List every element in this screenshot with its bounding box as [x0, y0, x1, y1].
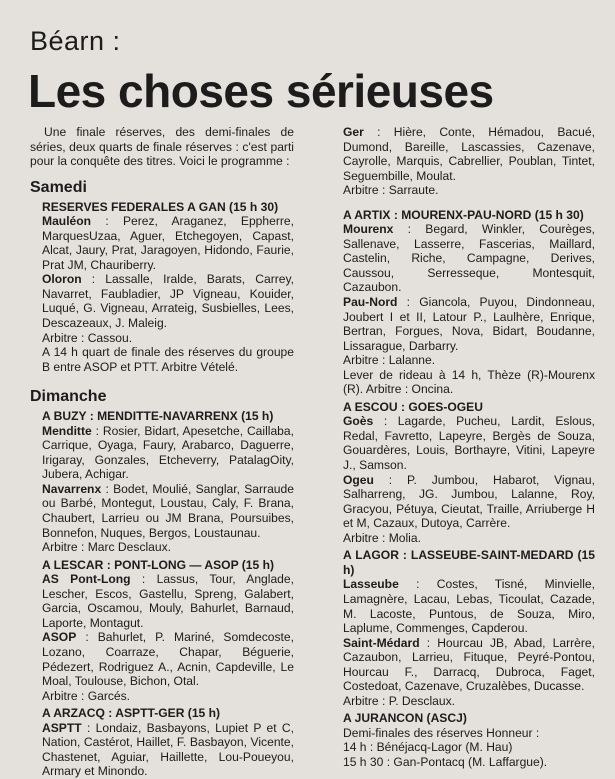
match-title: A LESCAR : PONT-LONG — ASOP (15 h)	[42, 557, 275, 572]
team-lineup	[331, 636, 595, 694]
day-heading-saturday: Samedi	[30, 178, 87, 196]
team-name: Mourenx	[343, 222, 394, 237]
team-lineup	[30, 572, 294, 630]
team-players: : Costes, Tisné, Minvielle, Lamagnère, Lacau, Lebas, Ticoulat, Cazade, M. Lacoste, Puntous, de Souza, Miro, Laplume, Commenges, Capderou.	[343, 577, 595, 636]
team-name: Ger	[343, 125, 364, 139]
team-lineup	[30, 721, 294, 779]
team-players: : Perez, Araganez, Eppherre, MarquesUzaa, Aguer, Etchegoyen, Capast, Alcat, Jaury, Prat, Jaragoyen, Hidondo, Faurie, Prat JM, Chauriberry.	[42, 214, 294, 272]
team-name: AS Pont-Long	[42, 572, 131, 587]
referee-line: Arbitre : Lalanne.	[343, 353, 436, 368]
team-players: : P. Jumbou, Habarot, Vignau, Salharreng, JG. Jumbou, Lalanne, Roy, Gracyou, Pétuya, Cieutat, Traille, Arriuberge H et M, Cazaux, Dutoya, Carrère.	[343, 472, 595, 531]
schedule-line: 14 h : Bénéjacq-Lagor (M. Hau)	[343, 740, 513, 755]
team-lineup	[331, 222, 595, 295]
referee-line: Arbitre : Marc Desclaux.	[42, 540, 172, 555]
day-heading-sunday: Dimanche	[30, 388, 107, 406]
left-column	[30, 125, 294, 779]
team-name: Menditte	[42, 423, 92, 438]
team-lineup	[331, 125, 595, 183]
referee-line: Arbitre : Garcés.	[42, 688, 131, 703]
team-name: ASPTT	[42, 720, 82, 735]
team-lineup	[30, 482, 294, 540]
referee-line: Arbitre : P. Desclaux.	[343, 693, 456, 708]
match-title: A BUZY : MENDITTE-NAVARRENX (15 h)	[42, 409, 274, 424]
team-name: Lasseube	[343, 577, 399, 592]
team-lineup	[30, 214, 294, 272]
team-players: : Rosier, Bidart, Apesetche, Caillaba, Carrique, Oyaga, Faury, Arabarco, Daguerre, Irigaray, Gonzales, Etcheverry, PatalagOity, Jubera, Achigar.	[42, 423, 294, 482]
team-lineup	[331, 414, 595, 472]
referee-line: Arbitre : Cassou.	[42, 330, 133, 345]
team-players: : Bahurlet, P. Mariné, Somdecoste, Lozano, Coarraze, Chapar, Béguerie, Pédezert, Rodriguez A., Acnin, Capdeville, Le Moal, Toulouse, Bichon, Otal.	[42, 630, 294, 689]
team-name: Navarrenx	[42, 481, 102, 496]
team-players: : Lagarde, Pucheu, Lardit, Eslous, Redal, Favretto, Lapeyre, Bergès de Souza, Gouardères, Louis, Borthayre, Vitini, Lapeyre J., Samson.	[343, 414, 595, 473]
referee-line: Arbitre : Molia.	[343, 530, 421, 545]
team-name: Ogeu	[343, 472, 374, 487]
headline: Les choses sérieuses	[28, 65, 494, 117]
right-column	[331, 125, 595, 770]
kicker: Béarn :	[30, 26, 121, 56]
intro-paragraph: Une finale réserves, des demi-finales de séries, deux quarts de finale réserves : c'est parti pour la conquête des titres. Voici le programme :	[30, 125, 294, 169]
curtain-raiser-line: Lever de rideau à 14 h, Thèze (R)-Mourenx (R). Arbitre : Oncina.	[343, 367, 595, 397]
schedule-line: 15 h 30 : Gan-Pontacq (M. Laffargue).	[343, 754, 548, 769]
team-lineup	[331, 295, 595, 353]
team-name: Mauléon	[42, 214, 92, 229]
team-name: Saint-Médard	[343, 635, 420, 650]
team-name: Oloron	[42, 272, 82, 287]
referee-line: Arbitre : Sarraute.	[343, 183, 439, 198]
team-players: : Begard, Winkler, Courèges, Sallenave, Lasserre, Fascerias, Maillard, Castelin, Riche, Campagne, Derives, Caussou, Serresseque, Montesquit, Cazaubon.	[343, 222, 595, 295]
match-title: A ARZACQ : ASPTT-GER (15 h)	[42, 706, 221, 721]
team-lineup	[30, 272, 294, 330]
team-players: : Lassalle, Iralde, Barats, Carrey, Navarret, Faubladier, JP Vigneau, Kouider, Luqué, G. Vigneau, Arrateig, Susbielles, Lees, Descazeaux, J. Maleig.	[42, 272, 294, 331]
team-lineup	[30, 630, 294, 688]
team-players: : Hière, Conte, Hémadou, Bacué, Dumond, Bareille, Lascassies, Cazenave, Cayrolle, Marquis, Cabrellier, Poublan, Tintet, Seguembille, Moulat.	[343, 125, 595, 183]
team-name: ASOP	[42, 630, 77, 645]
match-title: A ESCOU : GOES-OGEU	[343, 399, 483, 414]
schedule-line: Demi-finales des réserves Honneur :	[343, 725, 540, 740]
team-lineup	[30, 424, 294, 482]
team-players: : Bodet, Moulié, Sanglar, Sarraude ou Barbé, Montegut, Loustau, Caly, F. Brana, Chaubert, Larrieu ou JM Brana, Poursuibes, Bonnefon, Nuques, Bergos, Loustaunau.	[42, 481, 294, 540]
team-name: Pau-Nord	[343, 295, 398, 310]
match-title: A JURANCON (ASCJ)	[343, 711, 467, 726]
team-players: : Lassus, Tour, Anglade, Lescher, Escos, Gastellu, Spreng, Galabert, Garcia, Oscamou, Mouly, Bahurlet, Barnaud, Laporte, Montagut.	[42, 572, 294, 630]
team-lineup	[331, 577, 595, 635]
team-players: : Londaiz, Basbayons, Lupiet P et C, Nation, Castérot, Haillet, F. Basbayon, Vicente, Chastenet, Aguiar, Haillette, Lou-Poueyou, Armary et Minondo.	[42, 720, 294, 779]
match-title: RESERVES FEDERALES A GAN (15 h 30)	[42, 199, 279, 214]
match-title: A ARTIX : MOURENX-PAU-NORD (15 h 30)	[343, 207, 584, 222]
match-title: A LAGOR : LASSEUBE-SAINT-MEDARD (15 h)	[343, 548, 595, 577]
match-note: A 14 h quart de finale des réserves du groupe B entre ASOP et PTT. Arbitre Vételé.	[42, 345, 294, 374]
team-lineup	[331, 473, 595, 531]
team-name: Goès	[343, 414, 374, 429]
team-players: : Giancola, Puyou, Dindonneau, Joubert I et II, Latour P., Laulhère, Enrique, Bertran, Forgues, Nova, Bidart, Boudanne, Lissarague, Darbarry.	[343, 295, 595, 353]
team-players: : Hourcau JB, Abad, Larrère, Cazaubon, Larrieu, Fituque, Peyré-Pontou, Hourcau F., Darracq, Dubroca, Faget, Costedoat, Cazenave, Cruzalèbes, Ducasse.	[343, 635, 595, 694]
